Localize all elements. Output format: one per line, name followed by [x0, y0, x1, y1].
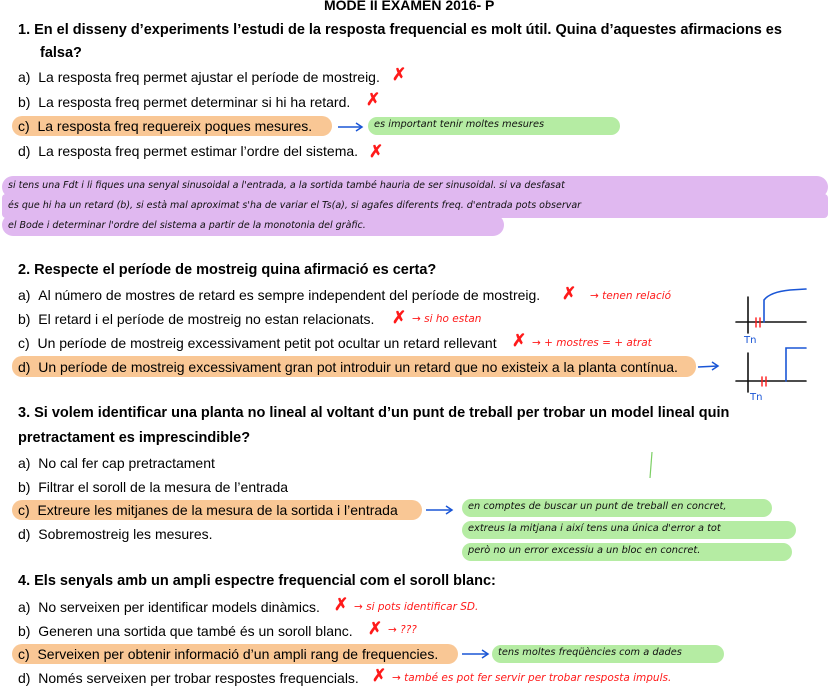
arrow-icon — [426, 506, 452, 514]
page-title: MODE II EXAMEN 2016- P — [324, 0, 495, 13]
cross-mark-icon: ✗ — [512, 331, 527, 350]
q3-note-line-3: però no un error excessiu a un bloc en concret. — [468, 545, 701, 556]
arrow-icon — [698, 362, 718, 370]
cross-mark-icon: ✗ — [372, 666, 387, 685]
q1-option-a: a) La resposta freq permet ajustar el període de mostreig. — [18, 69, 380, 85]
q3-option-c: c) Extreure les mitjanes de la mesura de la sortida i l’entrada — [18, 502, 398, 518]
question-1-text: 1. En el disseny d’experiments l’estudi de la resposta frequencial es molt útil. Quina d’aquestes afirmacions es — [18, 22, 782, 38]
q2-note-b: → si ho estan — [412, 313, 482, 325]
q4-note-d: → també es pot fer servir per trobar resposta impuls. — [392, 672, 672, 684]
q4-note-c: tens moltes freqüències com a dades — [498, 647, 682, 658]
q2-note-c: → + mostres = + atrat — [532, 337, 652, 349]
q4-option-b: b) Generen una sortida que també és un soroll blanc. — [18, 623, 353, 639]
cross-mark-icon: ✗ — [369, 142, 384, 161]
q2-note-a: → tenen relació — [590, 290, 672, 302]
explanation-line-2: és que hi ha un retard (b), si està mal aproximat s'ha de variar el Ts(a), si agafes diferents freq. d'entrada pots observar — [8, 200, 582, 211]
q1-option-d: d) La resposta freq permet estimar l’ordre del sistema. — [18, 143, 359, 159]
question-3-text: 3. Si volem identificar una planta no lineal al voltant d’un punt de treball per trobar un model lineal quin — [18, 405, 730, 421]
q2-option-b: b) El retard i el període de mostreig no estan relacionats. — [18, 311, 375, 327]
cross-mark-icon: ✗ — [334, 595, 349, 614]
question-3-text-cont: pretractament es imprescindible? — [18, 430, 251, 446]
question-1-text-cont: falsa? — [40, 45, 82, 61]
arrow-icon — [462, 650, 488, 658]
q2-option-a: a) Al número de mostres de retard es sempre independent del període de mostreig. — [18, 287, 541, 303]
question-2-text: 2. Respecte el període de mostreig quina afirmació es certa? — [18, 262, 437, 278]
q4-note-b: → ??? — [388, 624, 417, 636]
q3-option-b: b) Filtrar el soroll de la mesura de l’entrada — [18, 479, 289, 495]
q1-note-c: es important tenir moltes mesures — [374, 119, 545, 130]
q3-option-d: d) Sobremostreig les mesures. — [18, 526, 213, 542]
q4-option-d: d) Només serveixen per trobar respostes frequencials. — [18, 670, 359, 686]
q3-note-line-2: extreus la mitjana i així tens una única d'error a tot — [468, 523, 721, 534]
q4-option-a: a) No serveixen per identificar models dinàmics. — [18, 599, 320, 615]
cross-mark-icon: ✗ — [392, 65, 407, 84]
cross-mark-icon: ✗ — [366, 90, 381, 109]
question-4-text: 4. Els senyals amb un ampli espectre frequencial com el soroll blanc: — [18, 573, 496, 589]
explanation-line-3: el Bode i determinar l'ordre del sistema a partir de la monotonia del gràfic. — [8, 220, 366, 231]
q2-option-d: d) Un període de mostreig excessivament gran pot introduir un retard que no existeix a la planta contínua. — [18, 359, 678, 375]
step-response-sketch-2 — [736, 348, 806, 392]
q2-option-c: c) Un període de mostreig excessivament petit pot ocultar un retard rellevant — [18, 335, 497, 351]
cross-mark-icon: ✗ — [392, 308, 407, 327]
cross-mark-icon: ✗ — [368, 619, 383, 638]
stray-mark — [650, 452, 652, 478]
explanation-line-1: si tens una Fdt i li fiques una senyal sinusoidal a l'entrada, a la sortida també hauria de ser sinusoidal. si va desfasat — [8, 180, 565, 191]
q4-note-a: → si pots identificar SD. — [354, 601, 479, 613]
q3-option-a: a) No cal fer cap pretractament — [18, 455, 215, 471]
sketch-label-2: Tn — [750, 392, 763, 403]
q4-option-c: c) Serveixen per obtenir informació d’un ampli rang de frequencies. — [18, 646, 439, 662]
q3-note-line-1: en comptes de buscar un punt de treball en concret, — [468, 501, 727, 512]
q1-option-c: c) La resposta freq requereix poques mesures. — [18, 118, 313, 134]
sketch-label-1: Tn — [744, 335, 757, 346]
cross-mark-icon: ✗ — [562, 284, 577, 303]
step-response-sketch-1 — [736, 289, 806, 333]
arrow-icon — [338, 123, 362, 131]
q1-option-b: b) La resposta freq permet determinar si hi ha retard. — [18, 94, 351, 110]
